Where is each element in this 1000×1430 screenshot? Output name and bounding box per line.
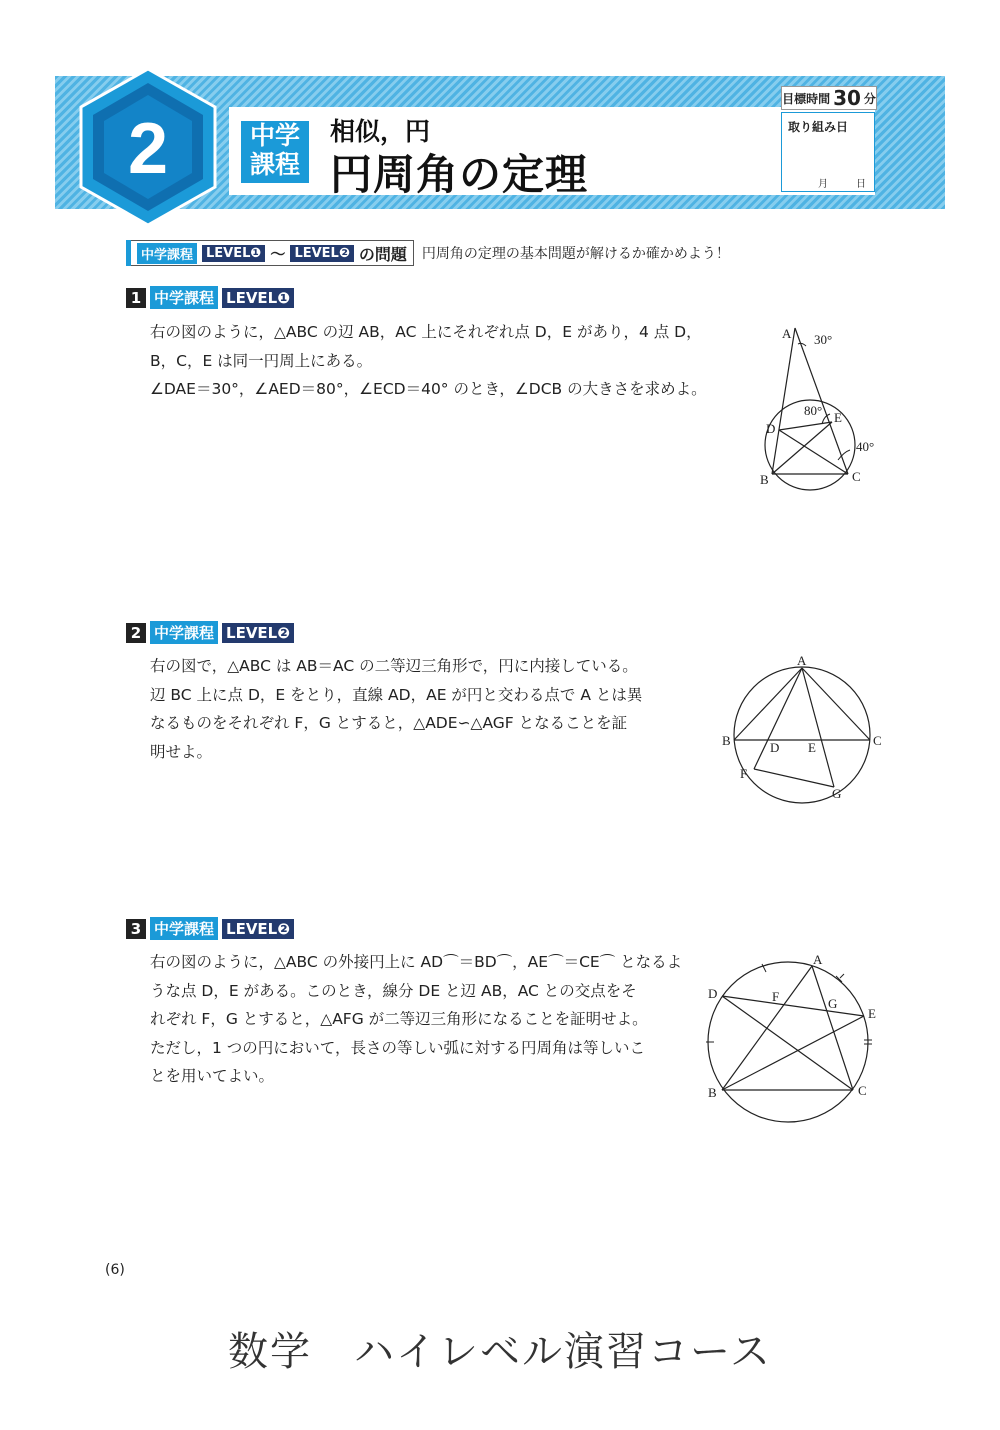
- p3-label-f: F: [772, 989, 780, 1004]
- problem-2-level-tag: LEVEL❷: [222, 623, 294, 643]
- p2-label-a: A: [797, 653, 807, 668]
- problem-2-course-tag: 中学課程: [150, 621, 218, 644]
- p3-label-g: G: [828, 996, 838, 1011]
- intro-description: 円周角の定理の基本問題が解けるか確かめよう！: [421, 246, 730, 262]
- intro-level-from-tag: LEVEL❶: [202, 245, 265, 262]
- problem-3-level-tag: LEVEL❷: [222, 919, 294, 939]
- course-chip-line1: 中学: [249, 121, 300, 150]
- p1-label-e: E: [834, 410, 842, 425]
- problem-3-line: うな点 D，E がある。このとき，線分 DE と辺 AB，AC との交点をそ: [150, 981, 637, 1000]
- problem-2-number: 2: [126, 623, 146, 643]
- problem-1-line: ∠DAE＝30°，∠AED＝80°，∠ECD＝40° のとき，∠DCB の大きさを求めよ。: [150, 380, 707, 398]
- problem-2-line: なるものをそれぞれ F，G とすると，△ADE∽△AGF となることを証: [150, 714, 628, 732]
- footer-title: 数学 ハイレベル演習コース: [228, 1329, 772, 1375]
- problem-2-line: 辺 BC 上に点 D，E をとり，直線 AD，AE が円と交わる点で A とは異: [150, 685, 643, 704]
- p2-label-g: G: [832, 786, 842, 801]
- problem-3-line: とを用いてよい。: [150, 1067, 275, 1085]
- problem-1-level-tag: LEVEL❶: [222, 288, 294, 308]
- problem-1-figure: [750, 320, 900, 495]
- problem-3-number: 3: [126, 919, 146, 939]
- p2-label-f: F: [740, 766, 748, 781]
- p1-label-angle-e: 80°: [804, 403, 823, 418]
- problem-3-course-tag: 中学課程: [150, 917, 218, 940]
- intro-course-tag: 中学課程: [137, 243, 197, 264]
- p3-label-c: C: [858, 1083, 867, 1098]
- intro-box: [131, 240, 414, 266]
- day-label: 日: [856, 179, 866, 190]
- target-time-label: 目標時間: [782, 91, 831, 106]
- p3-label-e: E: [868, 1006, 876, 1021]
- problem-1-number: 1: [126, 288, 146, 308]
- target-time-box: [781, 86, 877, 110]
- intro-suffix: の問題: [358, 244, 407, 264]
- problem-2-text: [150, 652, 720, 766]
- problem-1-course-tag: 中学課程: [150, 286, 218, 309]
- page-number: (6): [105, 1262, 125, 1278]
- p2-label-d: D: [770, 740, 780, 755]
- p1-label-c: C: [852, 469, 861, 484]
- problem-3-line: ただし，1 つの円において，長さの等しい弧に対する円周角は等しいこ: [150, 1038, 645, 1057]
- problem-1-line: 右の図のように，△ABC の辺 AB，AC 上にそれぞれ点 D，E があり，4 点 D，: [150, 323, 702, 341]
- date-label: 取り組み日: [788, 120, 849, 134]
- section-subtitle: 相似，円: [330, 117, 431, 146]
- intro-tilde: ～: [270, 244, 286, 263]
- course-chip-line2: 課程: [249, 150, 300, 179]
- problem-3-figure: [700, 950, 890, 1130]
- p1-label-angle-a: 30°: [814, 332, 833, 347]
- p1-label-d: D: [766, 421, 776, 436]
- problem-1-line: B，C，E は同一円周上にある。: [150, 351, 373, 370]
- problem-2-line: 明せよ。: [150, 742, 213, 761]
- page-title: 円周角の定理: [330, 150, 589, 199]
- problem-3-text: [150, 948, 720, 1091]
- p1-label-b: B: [760, 472, 769, 487]
- p2-label-b: B: [722, 733, 731, 748]
- unit-number-hexagon: [78, 67, 218, 227]
- p3-label-d: D: [708, 986, 718, 1001]
- problem-1-header: [126, 286, 294, 309]
- date-box: [781, 112, 875, 192]
- target-time-value: 30: [833, 86, 861, 110]
- p1-label-a: A: [782, 326, 792, 341]
- problem-2-header: [126, 621, 294, 644]
- problem-3-line: れぞれ F，G とすると，△AFG が二等辺三角形になることを証明せよ。: [150, 1010, 648, 1028]
- problem-3-header: [126, 917, 294, 940]
- month-label: 月: [818, 179, 828, 190]
- problem-3-line: 右の図のように，△ABC の外接円上に AD⌒＝BD⌒，AE⌒＝CE⌒ となるよ: [150, 953, 683, 971]
- p1-label-angle-c: 40°: [856, 439, 875, 454]
- intro-row: [126, 240, 730, 266]
- intro-level-to-tag: LEVEL❷: [290, 245, 353, 262]
- p3-label-b: B: [708, 1085, 717, 1100]
- problem-1-text: [150, 318, 720, 404]
- unit-number: 2: [127, 109, 169, 189]
- target-time-unit: 分: [863, 91, 876, 106]
- course-chip: [241, 121, 309, 183]
- problem-2-line: 右の図で，△ABC は AB＝AC の二等辺三角形で，円に内接している。: [150, 657, 638, 675]
- p2-label-c: C: [873, 733, 882, 748]
- p2-label-e: E: [808, 740, 816, 755]
- problem-2-figure: [720, 650, 890, 805]
- p3-label-a: A: [813, 952, 823, 967]
